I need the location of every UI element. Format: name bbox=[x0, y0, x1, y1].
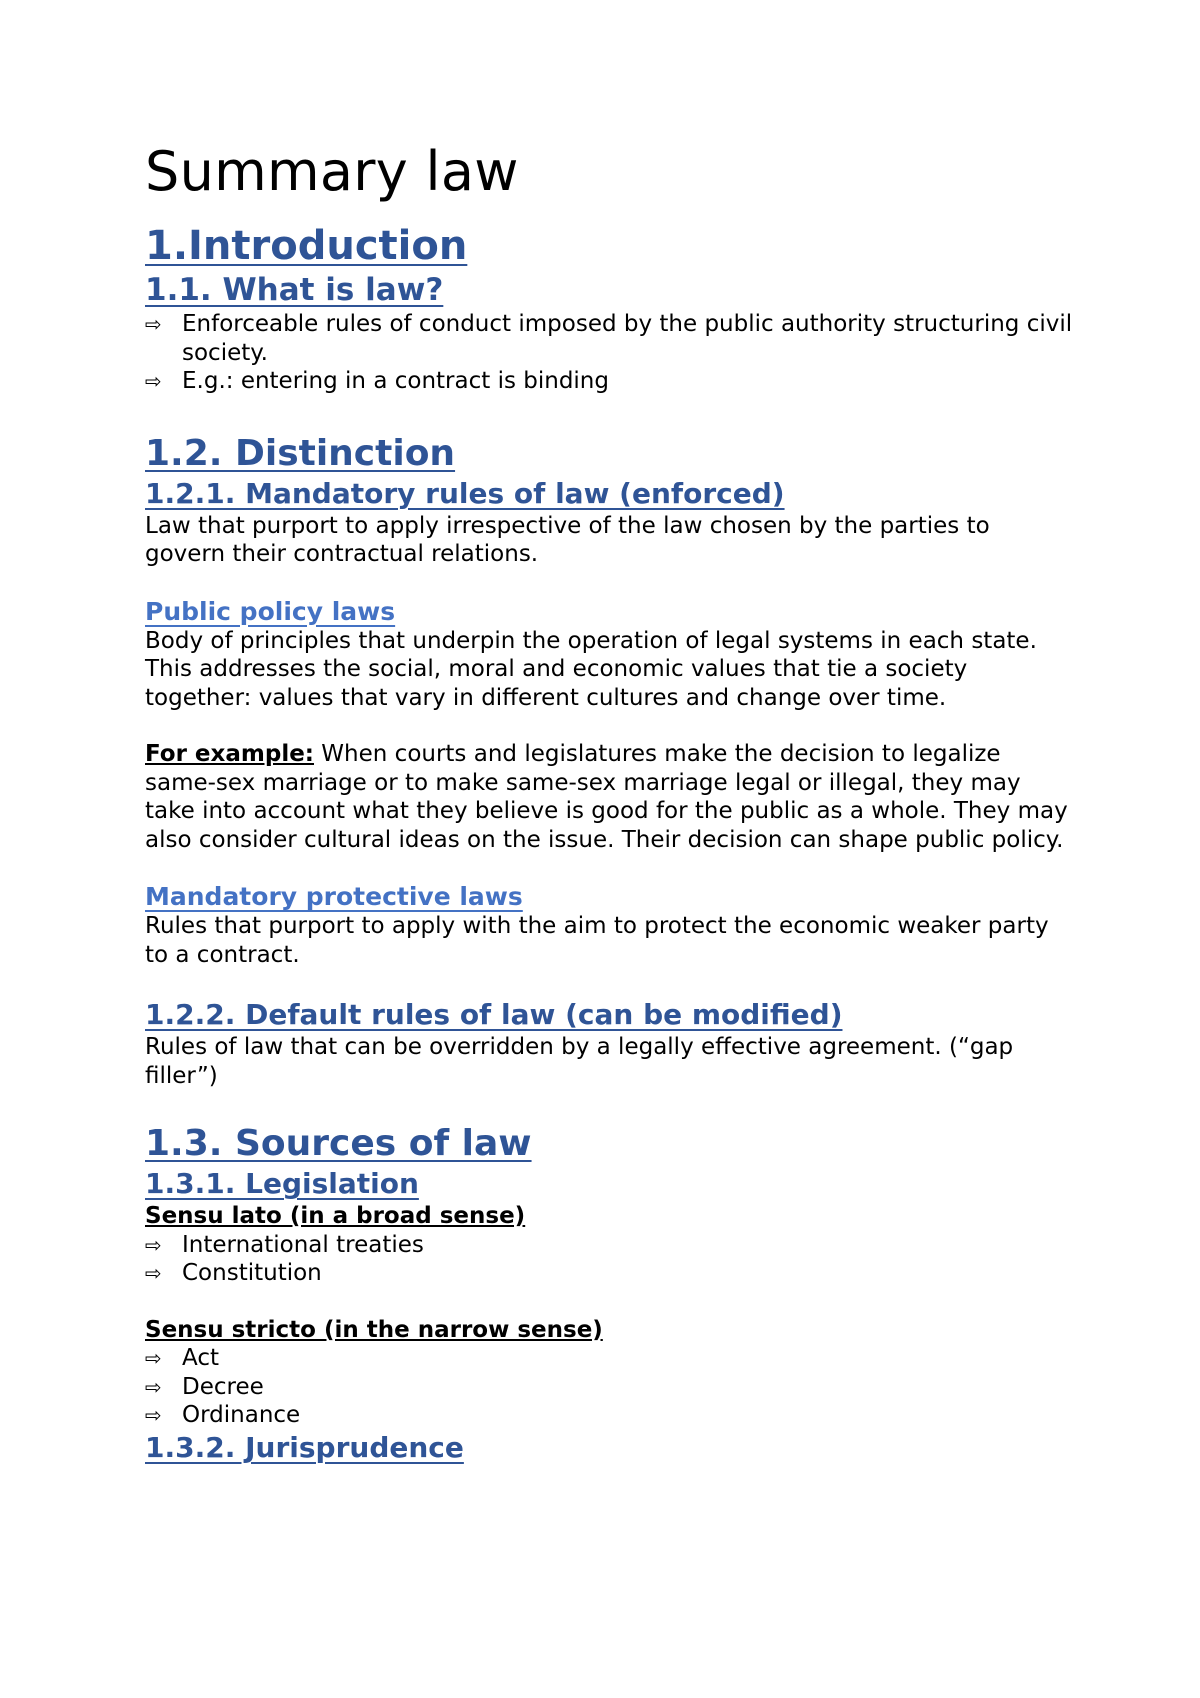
sensu-stricto-list bbox=[145, 1344, 1075, 1430]
default-rules-text: Rules of law that can be overridden by a legally effective agreement. (“gap filler”) bbox=[145, 1034, 1014, 1089]
heading-introduction: 1.Introduction bbox=[145, 223, 468, 269]
list-item: ⇨ Constitution bbox=[145, 1260, 322, 1286]
heading-jurisprudence: 1.3.2. Jurisprudence bbox=[145, 1430, 464, 1464]
heading-default-rules: 1.2.2. Default rules of law (can be modified) bbox=[145, 998, 843, 1031]
heading-public-policy-laws: Public policy laws bbox=[145, 596, 396, 626]
arrow-right-icon: ⇨ bbox=[145, 1346, 162, 1370]
public-policy-text: Body of principles that underpin the operation of legal systems in each state. This addresses the social, moral and economic values that tie a society together: values that vary in different cultures and change over time. bbox=[145, 627, 1037, 711]
list-item: ⇨ E.g.: entering in a contract is binding bbox=[145, 368, 609, 394]
document-title: Summary law bbox=[145, 140, 519, 203]
list-item: ⇨ International treaties bbox=[145, 1231, 424, 1258]
protective-laws-text: Rules that purport to apply with the aim to protect the economic weaker party to a contract. bbox=[145, 913, 1049, 968]
example-label: For example: bbox=[145, 741, 314, 767]
heading-what-is-law: 1.1. What is law? bbox=[145, 272, 444, 308]
sensu-lato-label: Sensu lato (in a broad sense) bbox=[145, 1203, 526, 1229]
arrow-right-icon: ⇨ bbox=[145, 1261, 162, 1285]
sensu-stricto-label: Sensu stricto (in the narrow sense) bbox=[145, 1316, 603, 1343]
public-policy-example bbox=[145, 740, 1075, 854]
arrow-right-icon: ⇨ bbox=[145, 1403, 162, 1427]
arrow-right-icon: ⇨ bbox=[145, 312, 162, 336]
document-body bbox=[145, 140, 1075, 1466]
list-item: ⇨ Enforceable rules of conduct imposed by the public authority structuring civil society. bbox=[145, 311, 1073, 366]
heading-distinction: 1.2. Distinction bbox=[145, 432, 456, 474]
example-text: When courts and legislatures make the decision to legalize same-sex marriage or to make same-sex marriage legal or illegal, they may take into account what they believe is good for the public as a whole. They may also consider cultural ideas on the issue. Their decision can shape public policy. bbox=[145, 741, 1068, 853]
arrow-right-icon: ⇨ bbox=[145, 369, 162, 393]
what-is-law-list bbox=[145, 310, 1075, 396]
heading-legislation: 1.3.1. Legislation bbox=[145, 1167, 419, 1200]
list-item: ⇨ Ordinance bbox=[145, 1402, 301, 1428]
heading-mandatory-protective-laws: Mandatory protective laws bbox=[145, 882, 523, 911]
list-item: ⇨ Act bbox=[145, 1345, 219, 1371]
arrow-right-icon: ⇨ bbox=[145, 1232, 162, 1257]
sensu-lato-list bbox=[145, 1231, 1075, 1288]
list-item: ⇨ Decree bbox=[145, 1373, 264, 1400]
arrow-right-icon: ⇨ bbox=[145, 1374, 162, 1399]
heading-sources-of-law: 1.3. Sources of law bbox=[145, 1123, 532, 1164]
heading-mandatory-rules: 1.2.1. Mandatory rules of law (enforced) bbox=[145, 476, 785, 510]
mandatory-rules-text: Law that purport to apply irrespective of the law chosen by the parties to govern their contractual relations. bbox=[145, 512, 990, 567]
